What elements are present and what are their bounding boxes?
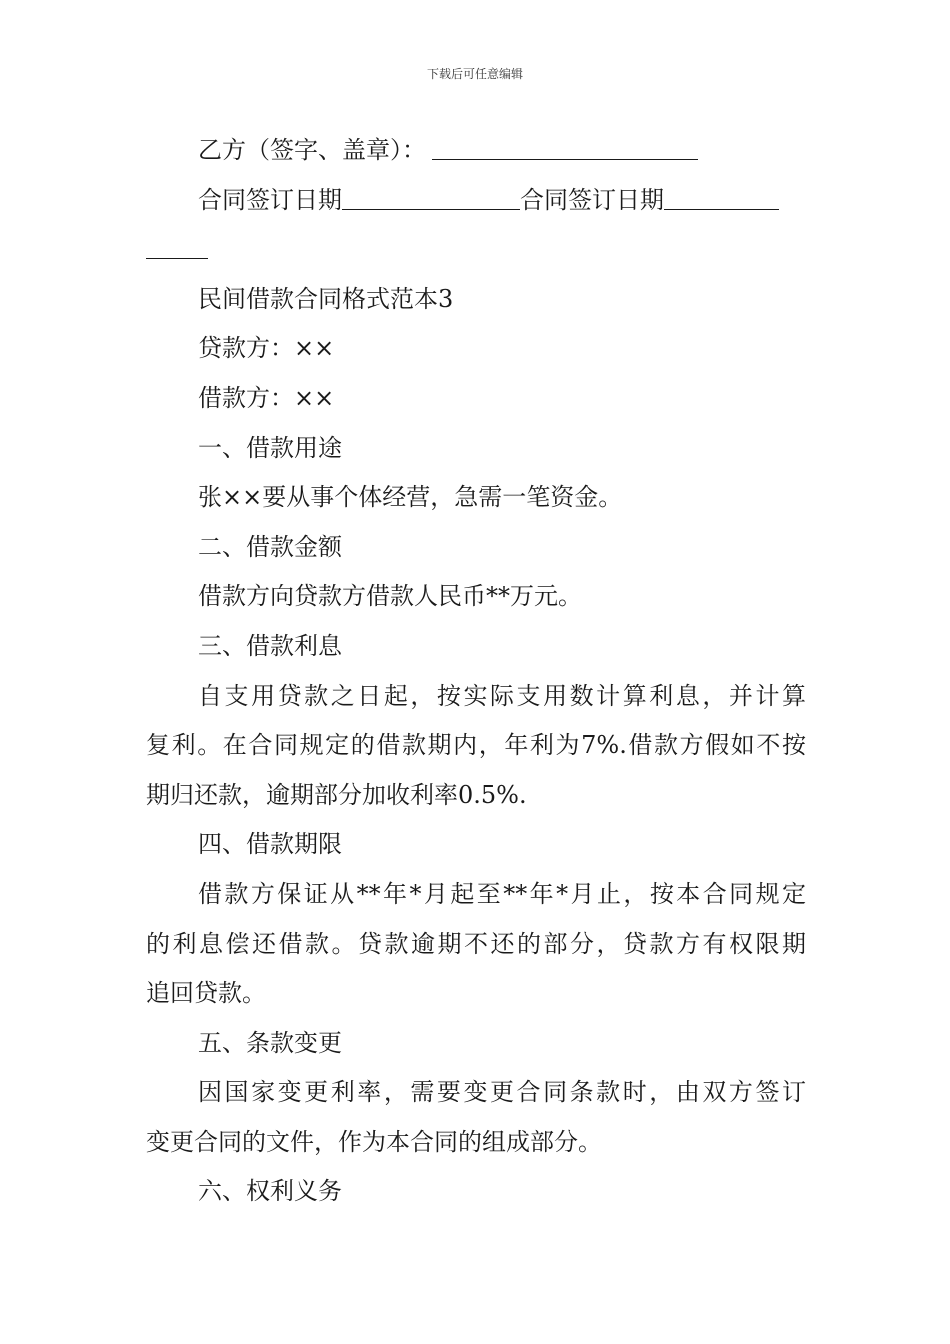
section2-body: 借款方向贷款方借款人民币**万元。 — [198, 582, 582, 611]
section4-body-line2: 的利息偿还借款。贷款逾期不还的部分，贷款方有权限期 — [146, 929, 806, 958]
party-b-signature-line — [146, 126, 806, 176]
page-header-note: 下载后可任意编辑 — [426, 67, 523, 81]
document-body — [146, 126, 806, 1217]
section3-body-line3: 期归还款，逾期部分加收利率0.5%. — [146, 780, 527, 809]
sign-date-line — [146, 176, 806, 226]
party-b-signature-blank — [432, 129, 698, 160]
borrower-line: 借款方：×× — [198, 383, 335, 412]
section2-heading: 二、借款金额 — [198, 532, 342, 561]
lender-line: 贷款方：×× — [198, 334, 335, 363]
party-b-sign-label: 乙方（签字、盖章）： — [198, 136, 426, 164]
section4-body-line1: 借款方保证从**年*月起至**年*月止，按本合同规定 — [198, 879, 806, 908]
section1-body: 张××要从事个体经营，急需一笔资金。 — [198, 483, 623, 512]
sign-date-blank-1 — [342, 179, 520, 210]
sign-date-label-2: 合同签订日期 — [520, 185, 664, 214]
sign-date-blank-continuation — [146, 228, 208, 259]
section5-body-line1: 因国家变更利率，需要变更合同条款时，由双方签订 — [198, 1078, 806, 1107]
sign-date-continuation-line — [146, 225, 806, 275]
section5-heading: 五、条款变更 — [198, 1028, 342, 1057]
sign-date-label-1: 合同签订日期 — [198, 185, 342, 214]
document-title: 民间借款合同格式范本3 — [198, 284, 454, 313]
section3-body-line1: 自支用贷款之日起，按实际支用数计算利息，并计算 — [198, 681, 806, 710]
section3-heading: 三、借款利息 — [198, 631, 342, 660]
section6-heading: 六、权利义务 — [198, 1177, 342, 1206]
section4-body-line3: 追回贷款。 — [146, 979, 266, 1008]
section3-body-line2: 复利。在合同规定的借款期内，年利为7%.借款方假如不按 — [146, 731, 806, 760]
sign-date-blank-2 — [664, 179, 779, 210]
section5-body-line2: 变更合同的文件，作为本合同的组成部分。 — [146, 1127, 602, 1156]
section4-heading: 四、借款期限 — [198, 830, 342, 859]
section1-heading: 一、借款用途 — [198, 433, 342, 462]
